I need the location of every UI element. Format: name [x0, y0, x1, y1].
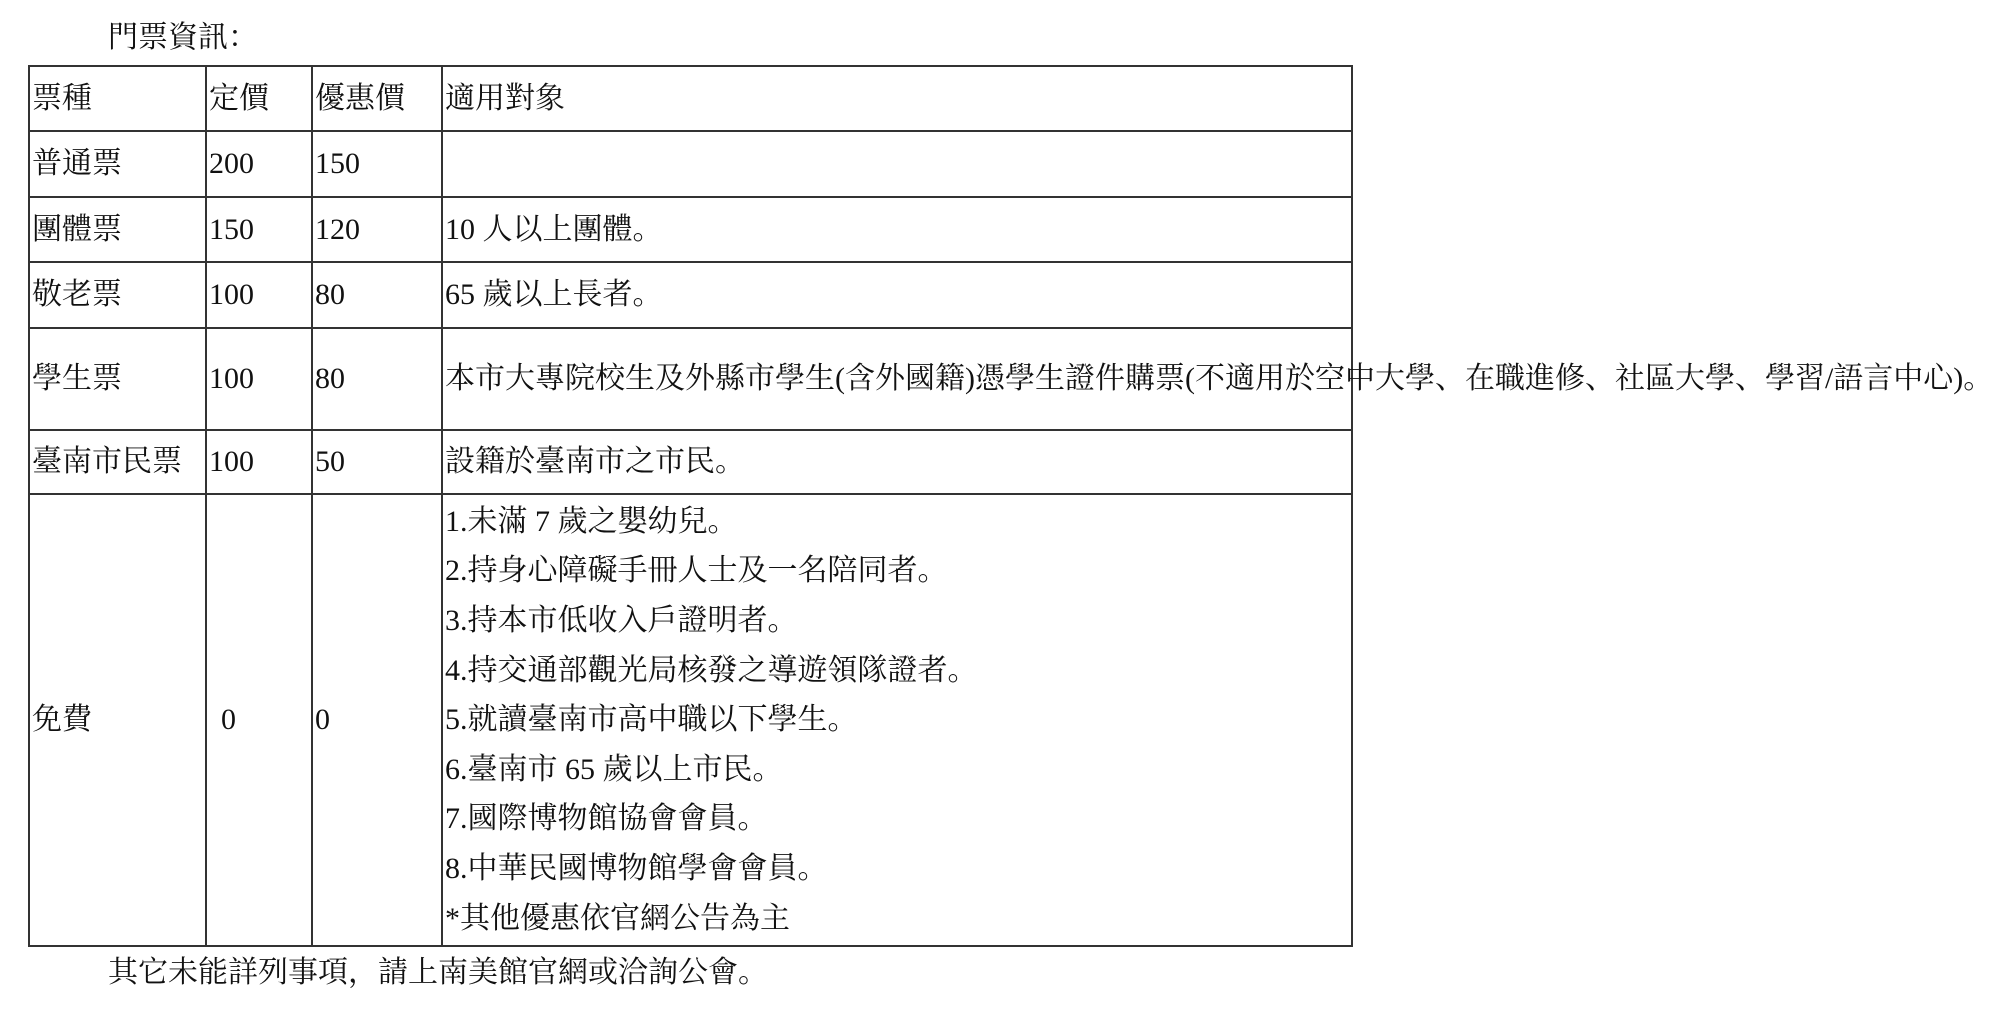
list-item: 5.就讀臺南市高中職以下學生。: [445, 703, 858, 737]
eligibility-cell: 本市大專院校生及外縣市學生(含外國籍)憑學生證件購票(不適用於空中大學、在職進修、社區大學、學習/語言中心)。: [442, 328, 1352, 430]
list-item: 2.持身心障礙手冊人士及一名陪同者。: [445, 554, 948, 588]
header-ticket-type: 票種: [29, 66, 206, 131]
table-row-free: [29, 494, 1352, 946]
price-cell: 100: [206, 328, 312, 430]
ticket-type-cell: 學生票: [29, 328, 206, 430]
table-row: [29, 430, 1352, 494]
list-item: 8.中華民國博物館學會會員。: [445, 851, 828, 885]
footer-note: 其它未能詳列事項，請上南美館官網或洽詢公會。: [108, 956, 768, 989]
discount-cell: 0: [312, 494, 442, 946]
price-cell: 150: [206, 197, 312, 262]
list-item: 7.國際博物館協會會員。: [445, 802, 768, 836]
discount-cell: 50: [312, 430, 442, 494]
list-item: 3.持本市低收入戶證明者。: [445, 604, 798, 638]
eligibility-cell: [442, 131, 1352, 197]
table-header-row: [29, 66, 1352, 131]
table-row: [29, 131, 1352, 197]
ticket-type-cell: 敬老票: [29, 262, 206, 328]
list-item: 1.未滿 7 歲之嬰幼兒。: [445, 504, 738, 538]
ticket-table: [28, 65, 1993, 947]
price-cell: 100: [206, 262, 312, 328]
discount-cell: 80: [312, 262, 442, 328]
list-item: *其他優惠依官網公告為主: [445, 901, 790, 935]
free-eligibility-list: [445, 497, 1351, 943]
list-item: 4.持交通部觀光局核發之導遊領隊證者。: [445, 653, 978, 687]
header-price: 定價: [206, 66, 312, 131]
list-item: 6.臺南市 65 歲以上市民。: [445, 752, 783, 786]
price-cell: 0: [206, 494, 312, 946]
eligibility-cell: 65 歲以上長者。: [442, 262, 1352, 328]
eligibility-cell: 設籍於臺南市之市民。: [442, 430, 1352, 494]
eligibility-cell: 10 人以上團體。: [442, 197, 1352, 262]
discount-cell: 150: [312, 131, 442, 197]
discount-cell: 80: [312, 328, 442, 430]
ticket-type-cell: 團體票: [29, 197, 206, 262]
discount-cell: 120: [312, 197, 442, 262]
eligibility-cell: [442, 494, 1352, 946]
table-row: [29, 197, 1352, 262]
ticket-type-cell: 臺南市民票: [29, 430, 206, 494]
header-eligibility: 適用對象: [442, 66, 1352, 131]
table-row: [29, 328, 1352, 430]
header-discount-price: 優惠價: [312, 66, 442, 131]
price-cell: 200: [206, 131, 312, 197]
section-heading: 門票資訊：: [108, 21, 258, 54]
table-row: [29, 262, 1352, 328]
ticket-type-cell: 普通票: [29, 131, 206, 197]
price-cell: 100: [206, 430, 312, 494]
ticket-type-cell: 免費: [29, 494, 206, 946]
